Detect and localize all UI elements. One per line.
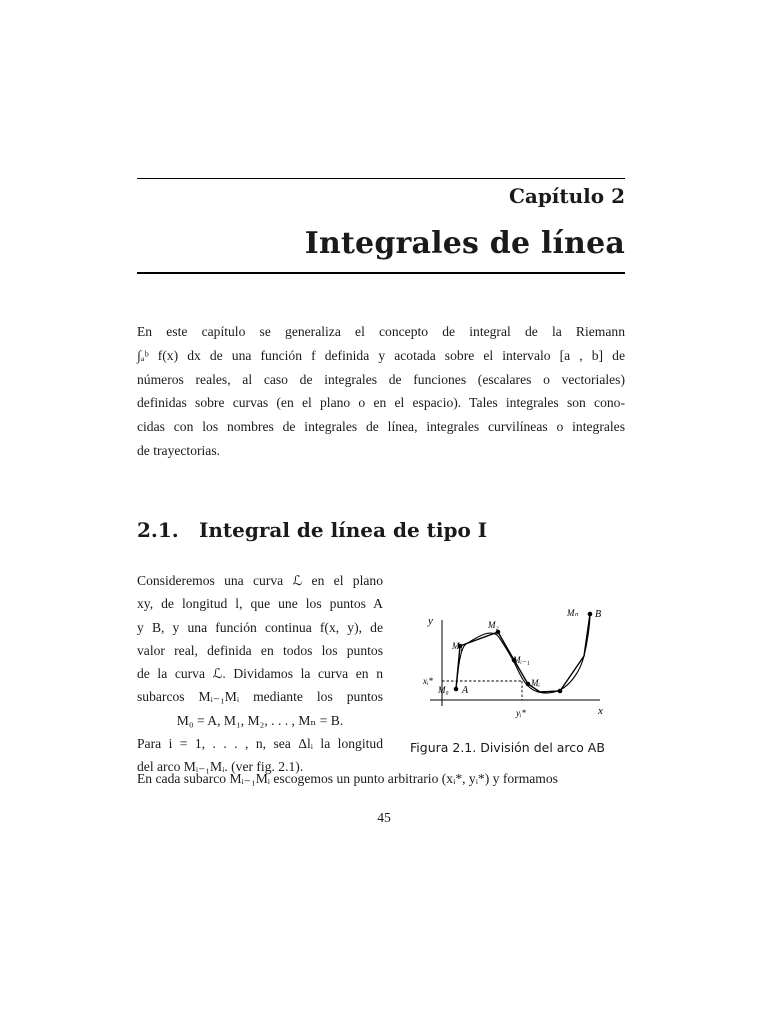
label-Mn: Mₙ: [567, 608, 579, 618]
point-Mi: [526, 682, 531, 687]
label-xi-star: xᵢ*: [423, 676, 433, 686]
section-heading: [137, 518, 487, 542]
body-equation: M₀ = A, M₁, M₂, . . . , Mₙ = B.: [176, 712, 344, 728]
body-line: de la curva ℒ. Dividamos la curva en n: [137, 666, 383, 682]
label-yi-star: yᵢ*: [516, 708, 526, 718]
label-M2: M₂: [488, 620, 499, 630]
chapter-label: Capítulo 2: [508, 184, 625, 208]
figure-caption: Figura 2.1. División del arco AB: [410, 740, 605, 755]
section-number: 2.1.: [137, 518, 179, 542]
label-A: A: [462, 685, 469, 696]
section-title: Integral de línea de tipo I: [199, 518, 488, 542]
x-axis-label: x: [598, 705, 603, 717]
label-Mi-1: Mᵢ₋₁: [513, 655, 530, 665]
y-axis-label: y: [428, 615, 433, 627]
arc-division-figure: [410, 600, 625, 730]
top-rule: [137, 178, 625, 179]
label-M1: M₁: [452, 641, 463, 651]
intro-line: cidas con los nombres de integrales de línea, integrales curvilíneas o integrales: [137, 419, 625, 435]
intro-line: ∫ₐᵇ f(x) dx de una función f definida y acotada sobre el intervalo [a , b] de: [137, 347, 625, 363]
page-number: 45: [377, 810, 391, 825]
label-B: B: [595, 609, 602, 620]
intro-line: de trayectorias.: [137, 442, 221, 458]
body-line: xy, de longitud l, que une los puntos A: [137, 596, 383, 612]
body-line: subarcos Mᵢ₋₁Mᵢ mediante los puntos: [137, 689, 383, 705]
body-line: y B, y una función continua f(x, y), de: [137, 619, 383, 635]
point-M0: [454, 687, 459, 692]
intro-line: números reales, al caso de integrales de funciones (escalares o vectoriales): [137, 371, 625, 387]
point-M2: [496, 630, 501, 635]
intro-line: definidas sobre curvas (en el plano o en el espacio). Tales integrales son cono-: [137, 395, 625, 411]
body-paragraph: [137, 569, 383, 779]
point-extra: [558, 689, 563, 694]
intro-line: En este capítulo se generaliza el concepto de integral de la Riemann: [137, 324, 625, 339]
body-line: Para i = 1, . . . , n, sea Δlᵢ la longitud: [137, 736, 383, 752]
body-line: Consideremos una curva ℒ en el plano: [137, 573, 383, 588]
body-line: del arco Mᵢ₋₁Mᵢ. (ver fig. 2.1).: [137, 759, 304, 775]
chapter-title: Integrales de línea: [304, 226, 625, 261]
body-last-line: En cada subarco Mᵢ₋₁Mᵢ escogemos un punto arbitrario (xᵢ*, yᵢ*) y formamos: [137, 771, 558, 786]
label-M0: M₀: [438, 685, 449, 695]
body-line: valor real, definida en todos los puntos: [137, 642, 383, 658]
curve-L: [456, 614, 590, 693]
point-Mn: [588, 612, 593, 617]
title-rule: [137, 272, 625, 274]
intro-paragraph: [137, 320, 625, 463]
label-Mi: Mᵢ: [531, 678, 540, 688]
